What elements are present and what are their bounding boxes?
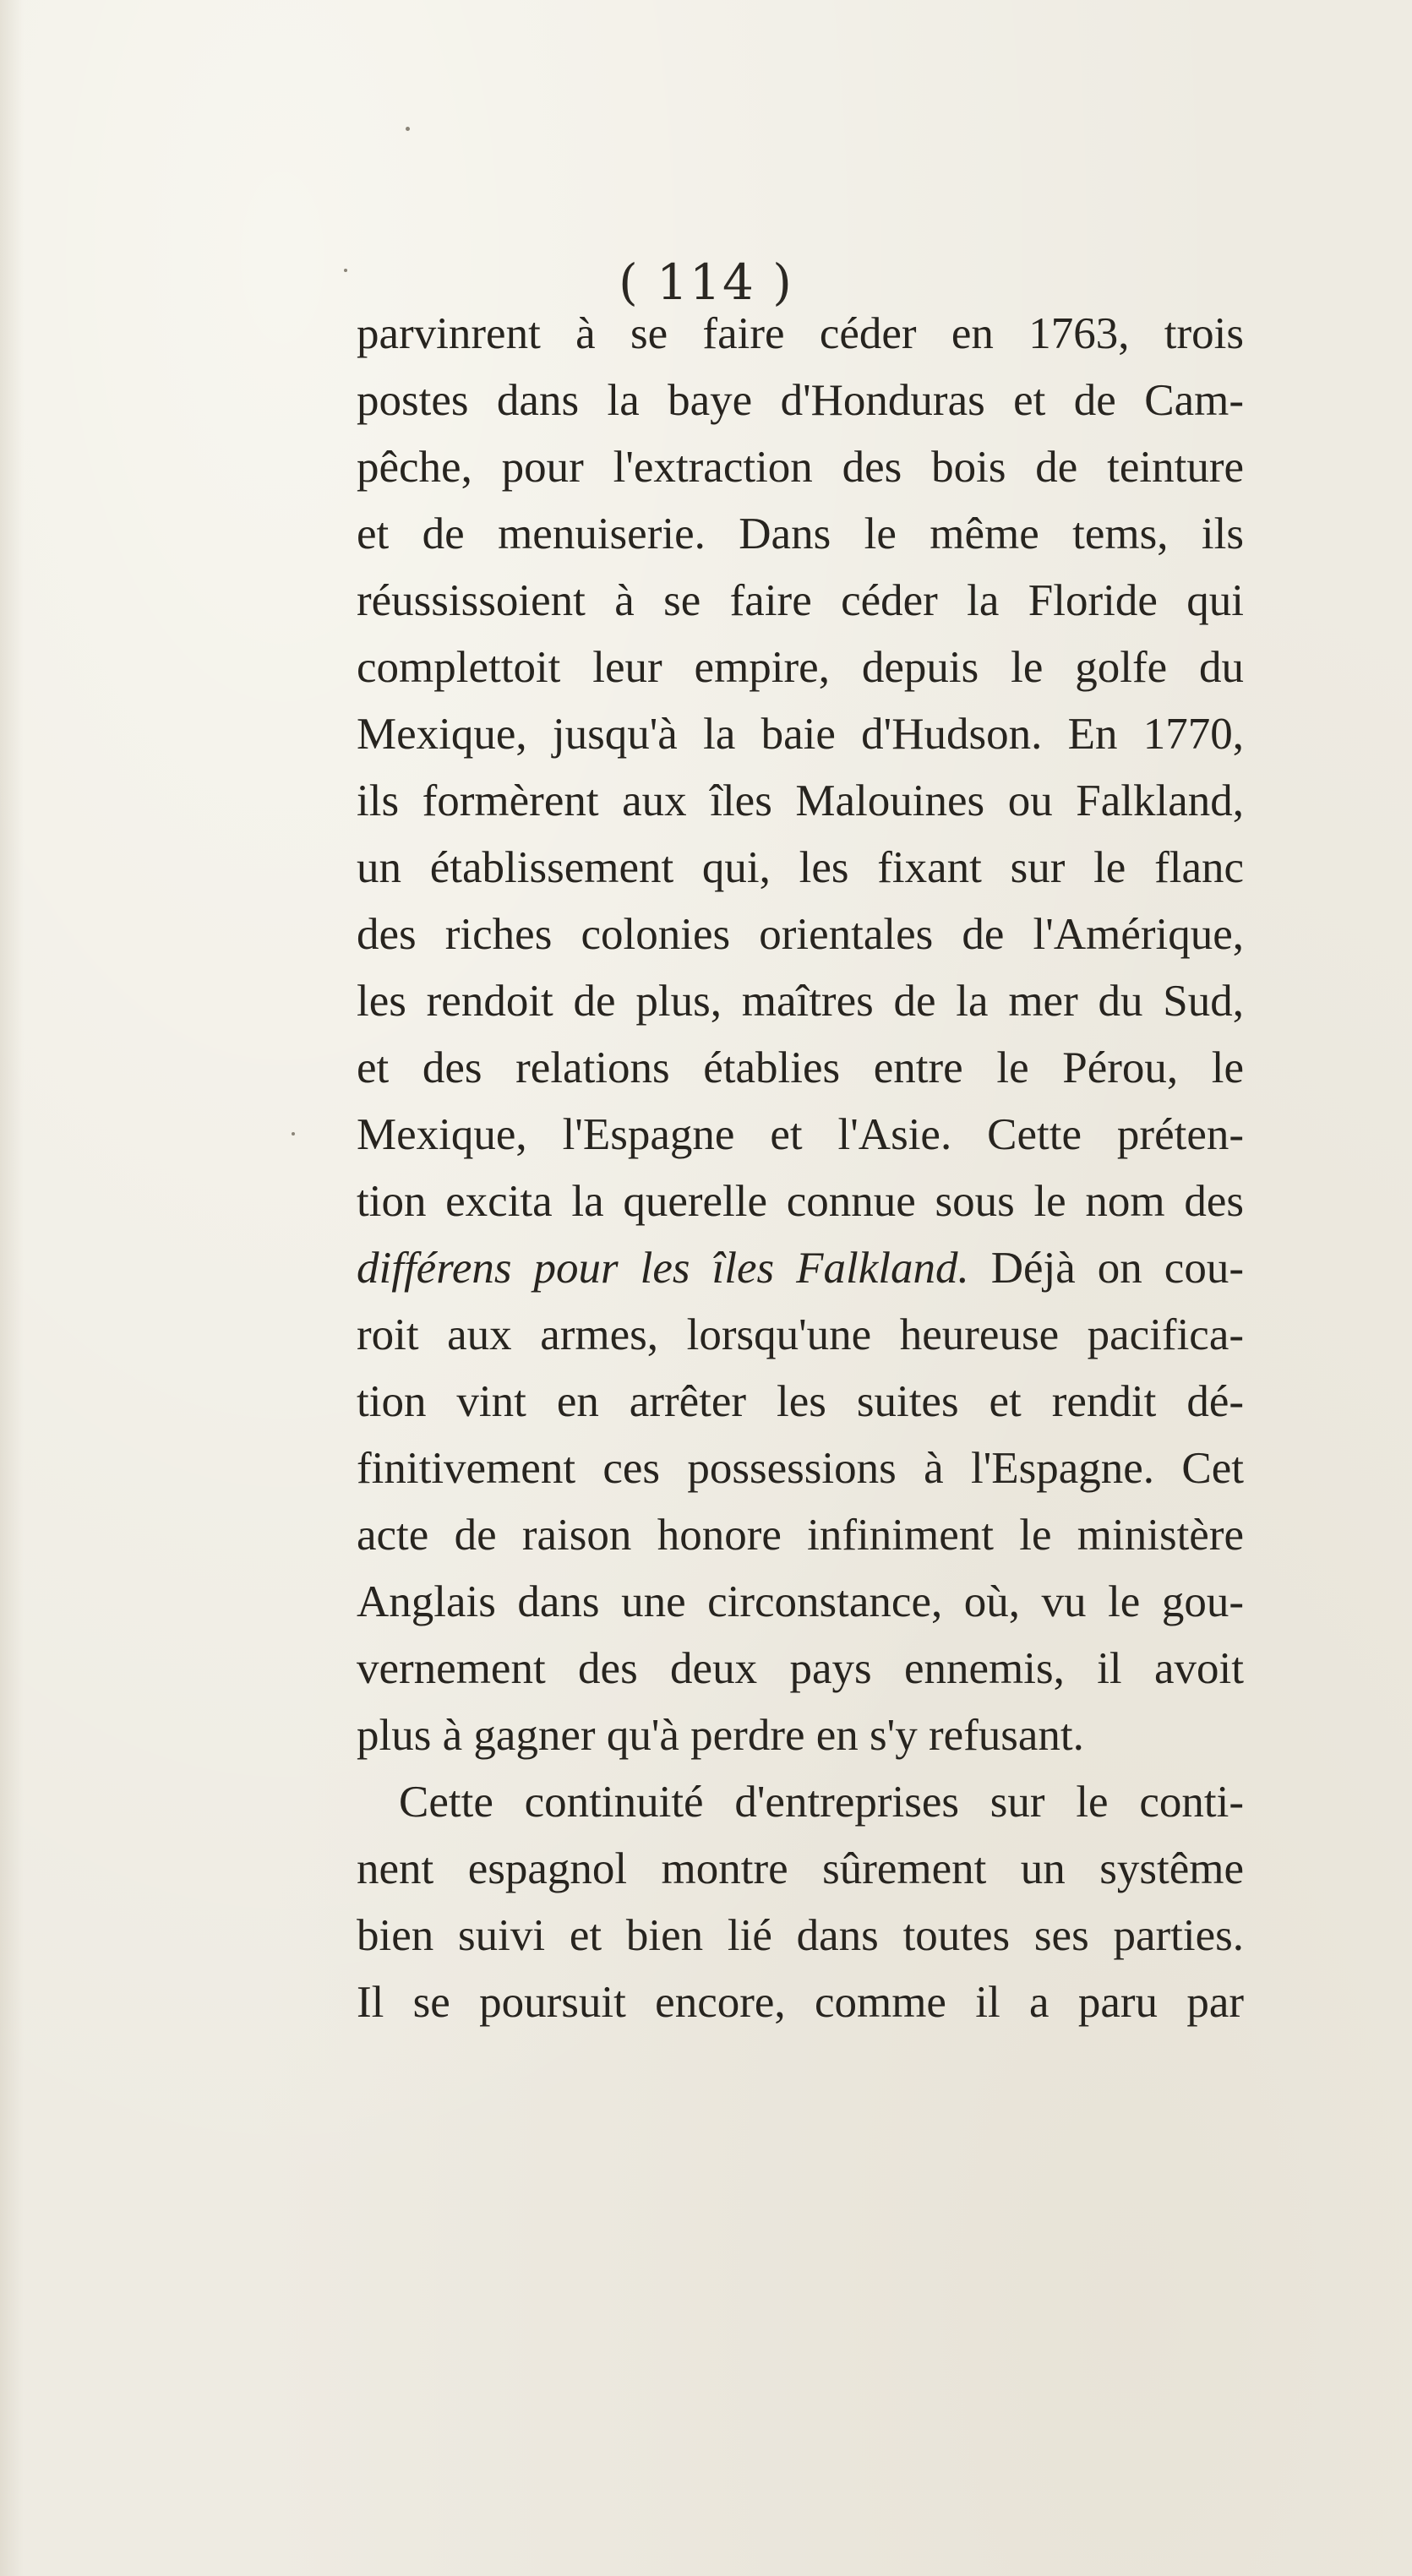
text-line: roit aux armes, lorsqu'une heureuse pacifica-: [357, 1310, 1244, 1359]
text-line: Mexique, l'Espagne et l'Asie. Cette préten-: [357, 1110, 1244, 1159]
italic-title: différens pour les îles Falkland.: [357, 1244, 969, 1293]
text-line: un établissement qui, les fixant sur le flanc: [357, 843, 1244, 892]
text-line-indented: Cette continuité d'entreprises sur le conti-: [399, 1778, 1244, 1827]
text-line: des riches colonies orientales de l'Amérique,: [357, 910, 1244, 959]
text-line: et des relations établies entre le Pérou, le: [357, 1043, 1244, 1092]
text-line: Mexique, jusqu'à la baie d'Hudson. En 1770,: [357, 710, 1244, 759]
text-line: parvinrent à se faire céder en 1763, trois: [357, 309, 1244, 358]
paper-speck: [406, 127, 410, 131]
text-line: ils formèrent aux îles Malouines ou Falkland,: [357, 776, 1244, 825]
text-line: nent espagnol montre sûrement un systême: [357, 1844, 1244, 1893]
text-line: Il se poursuit encore, comme il a paru par: [357, 1978, 1244, 2027]
text-line: [357, 1235, 1244, 1302]
text-line: acte de raison honore infiniment le ministère: [357, 1511, 1244, 1560]
text-line: bien suivi et bien lié dans toutes ses parties.: [357, 1911, 1244, 1960]
text-line: vernement des deux pays ennemis, il avoit: [357, 1644, 1244, 1693]
text-line: les rendoit de plus, maîtres de la mer du Sud,: [357, 977, 1244, 1026]
text-line: postes dans la baye d'Honduras et de Cam-: [357, 376, 1244, 425]
text-line: plus à gagner qu'à perdre en s'y refusant.: [357, 1711, 1084, 1760]
text-line: et de menuiserie. Dans le même tems, ils: [357, 509, 1244, 558]
text-line-rest: Déjà on cou-: [968, 1244, 1244, 1293]
text-line: tion excita la querelle connue sous le nom des: [357, 1177, 1244, 1226]
page-edge-shadow: [0, 0, 24, 2576]
text-line: Anglais dans une circonstance, où, vu le gou-: [357, 1577, 1244, 1626]
paper-speck: [292, 1132, 295, 1136]
text-line: réussissoient à se faire céder la Floride qui: [357, 576, 1244, 625]
text-line: finitivement ces possessions à l'Espagne. Cet: [357, 1444, 1244, 1493]
body-text: [357, 301, 1244, 2036]
text-line: tion vint en arrêter les suites et rendit dé-: [357, 1377, 1244, 1426]
text-line: pêche, pour l'extraction des bois de teinture: [357, 443, 1244, 492]
page-number: ( 114 ): [619, 253, 793, 311]
text-line: complettoit leur empire, depuis le golfe du: [357, 643, 1244, 692]
